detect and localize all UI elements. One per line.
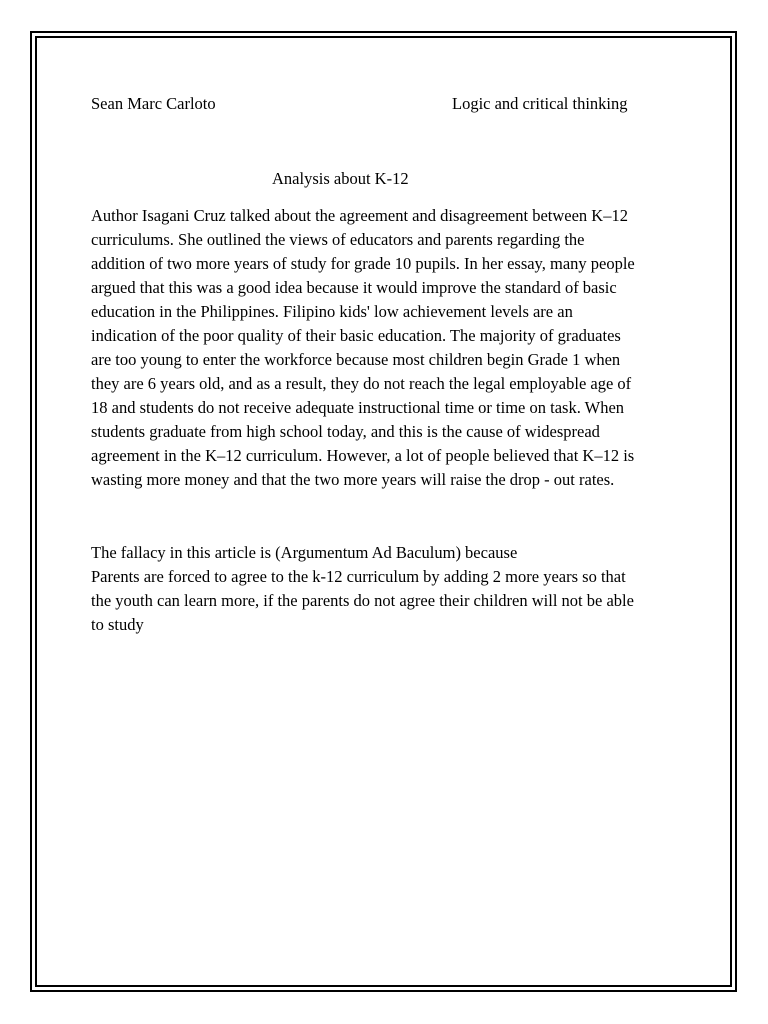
paragraph-line: argued that this was a good idea because it would improve the standard of basic	[91, 278, 617, 297]
paragraph-line: education in the Philippines. Filipino kids' low achievement levels are an	[91, 302, 573, 321]
summary-paragraph	[91, 204, 681, 492]
paragraph-line: Author Isagani Cruz talked about the agreement and disagreement between K–12	[91, 206, 628, 225]
course-subject: Logic and critical thinking	[452, 94, 628, 113]
paragraph-line: wasting more money and that the two more years will raise the drop - out rates.	[91, 470, 615, 489]
paragraph-line: they are 6 years old, and as a result, they do not reach the legal employable age of	[91, 374, 632, 393]
paragraph-line: Parents are forced to agree to the k-12 curriculum by adding 2 more years so that	[91, 567, 626, 586]
paragraph-line: the youth can learn more, if the parents do not agree their children will not be able	[91, 591, 634, 610]
paragraph-line: are too young to enter the workforce because most children begin Grade 1 when	[91, 350, 621, 369]
author-name: Sean Marc Carloto	[91, 94, 216, 113]
paragraph-line: to study	[91, 615, 144, 634]
paragraph-line: indication of the poor quality of their basic education. The majority of graduates	[91, 326, 621, 345]
document-title: Analysis about K-12	[272, 169, 409, 188]
paragraph-line: curriculums. She outlined the views of educators and parents regarding the	[91, 230, 585, 249]
paragraph-line: agreement in the K–12 curriculum. However, a lot of people believed that K–12 is	[91, 446, 635, 465]
paragraph-line: The fallacy in this article is (Argumentum Ad Baculum) because	[91, 543, 518, 562]
paragraph-line: addition of two more years of study for grade 10 pupils. In her essay, many people	[91, 254, 635, 273]
paragraph-line: 18 and students do not receive adequate instructional time or time on task. When	[91, 398, 625, 417]
paragraph-line: students graduate from high school today, and this is the cause of widespread	[91, 422, 600, 441]
fallacy-paragraph	[91, 541, 681, 637]
